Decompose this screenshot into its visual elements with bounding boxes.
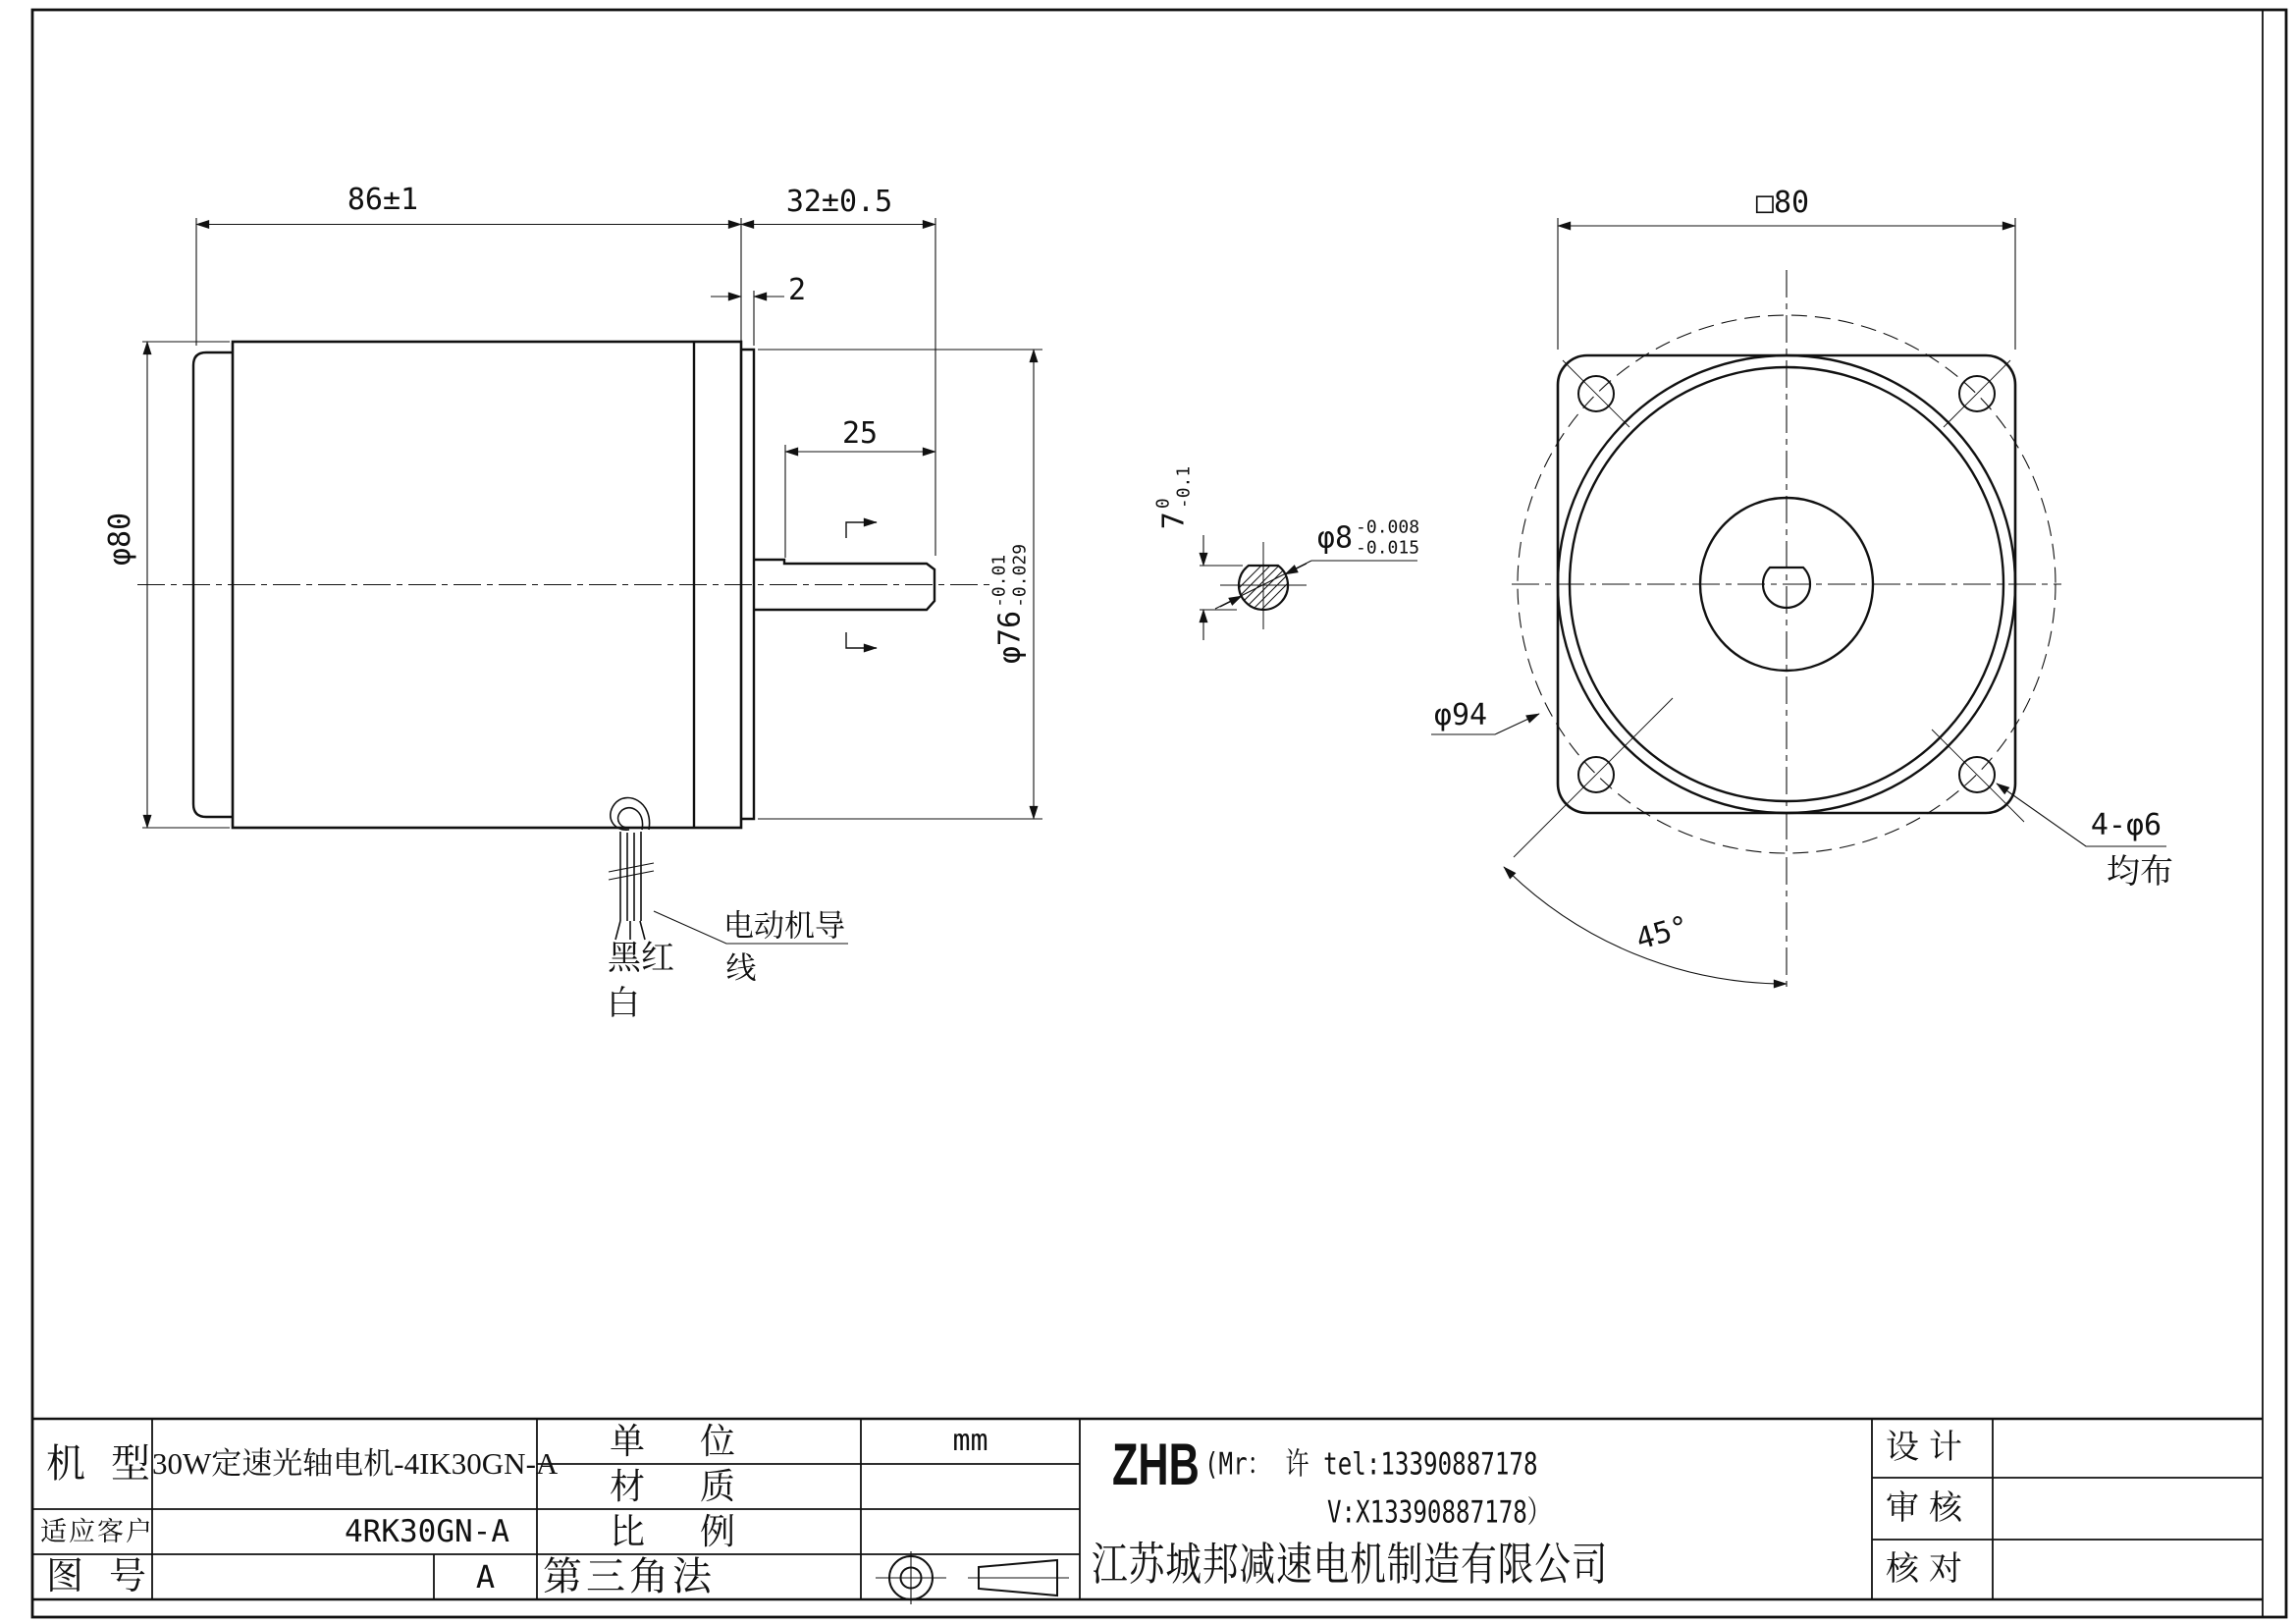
spigot-tol-lower: -0.029 xyxy=(1009,543,1030,608)
title-customer-value: 4RK30GN-A xyxy=(345,1514,509,1549)
dim-spigot-diameter xyxy=(989,544,1030,664)
side-view-dimensions xyxy=(142,218,1042,828)
side-view-linework xyxy=(137,218,1042,944)
dim-body-length: 86±1 xyxy=(347,183,419,217)
dim-body-diameter: φ80 xyxy=(103,512,137,567)
third-angle-projection-icon xyxy=(876,1551,1069,1604)
title-reviewer-label: 审核 xyxy=(1886,1490,1972,1527)
flat-height-value: 7 xyxy=(1156,512,1191,530)
shaft-tol-lower: -0.015 xyxy=(1356,537,1420,558)
dim-boss-thickness: 2 xyxy=(787,273,807,307)
title-projection-label: 第三角法 xyxy=(543,1554,716,1598)
company-contact-line1: (Mr： 许 tel:13390887178 xyxy=(1204,1446,1538,1483)
shaft-tol-upper: -0.008 xyxy=(1356,516,1420,538)
title-designer-label: 设计 xyxy=(1886,1430,1972,1466)
title-model-value: 30W定速光轴电机-4IK30GN-A xyxy=(152,1446,559,1481)
motor-lead-wires xyxy=(609,798,654,940)
dim-bolt-circle: φ94 xyxy=(1433,698,1488,732)
wire-color-label-white: 白 xyxy=(607,986,640,1022)
title-drawing-no-label: 图号 xyxy=(46,1556,173,1597)
title-material-label: 材质 xyxy=(610,1467,791,1506)
company-name: 江苏城邦减速电机制造有限公司 xyxy=(1092,1540,1609,1590)
wire-lead-label-line2: 线 xyxy=(725,950,757,986)
title-checker-label: 核对 xyxy=(1886,1551,1972,1588)
title-model-label: 机型 xyxy=(46,1441,176,1486)
title-unit-label: 单位 xyxy=(610,1422,791,1461)
front-view-linework xyxy=(1431,218,2166,990)
company-brand: ZHB xyxy=(1112,1432,1200,1497)
bolt-holes-note: 均布 xyxy=(2107,854,2173,891)
dim-shaft-diameter xyxy=(1317,517,1419,558)
dim-hole-angle: 45° xyxy=(1631,909,1693,957)
spigot-dia-value: φ76 xyxy=(992,610,1027,665)
title-customer-label: 适应客户 xyxy=(40,1517,154,1546)
shaft-dia-value: φ8 xyxy=(1316,520,1354,555)
wire-lead-label-line1: 电动机导 xyxy=(723,908,845,944)
dim-square-flange: □80 xyxy=(1755,186,1810,220)
flat-tol-lower: -0.1 xyxy=(1173,465,1194,510)
dim-bolt-holes: 4-φ6 xyxy=(2090,808,2163,842)
dim-shaft-length: 32±0.5 xyxy=(785,185,893,219)
company-contact-line2: V:X13390887178） xyxy=(1327,1494,1551,1531)
dim-shaft-flat-length: 25 xyxy=(841,416,879,451)
title-revision: A xyxy=(475,1558,496,1596)
front-view-dimensions xyxy=(1431,218,2166,984)
title-unit-value: mm xyxy=(952,1424,988,1458)
title-scale-label: 比例 xyxy=(610,1512,791,1551)
spigot-tol-upper: -0.01 xyxy=(988,554,1010,608)
flat-tol-upper: 0 xyxy=(1152,498,1174,510)
wire-color-label-black-red: 黑红 xyxy=(608,941,674,977)
dim-shaft-flat-height xyxy=(1153,466,1194,529)
